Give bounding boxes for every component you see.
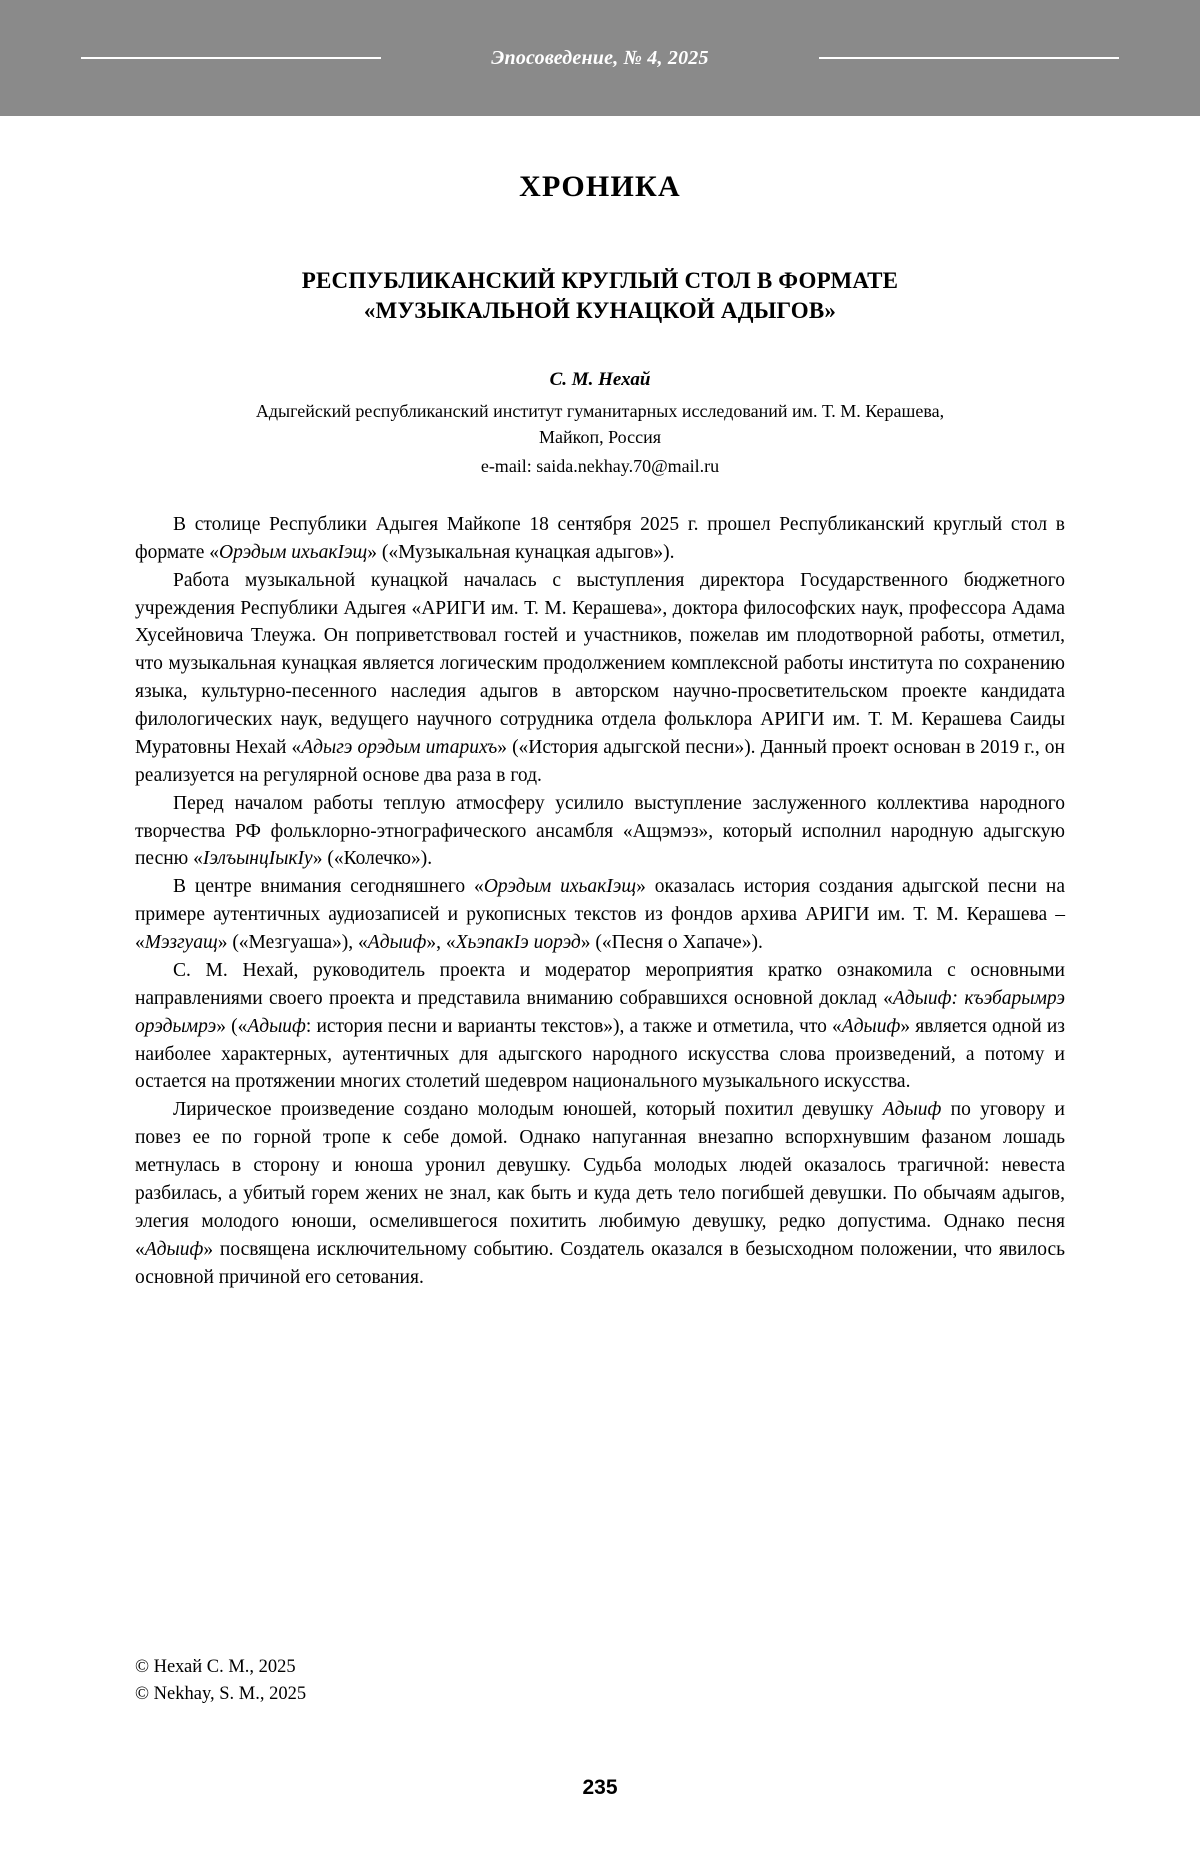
article-title-line-2: «МУЗЫКАЛЬНОЙ КУНАЦКОЙ АДЫГОВ» (363, 298, 837, 324)
header-rule-right (819, 57, 1119, 59)
article-body (135, 511, 1065, 1292)
body-paragraph: Лирическое произведение создано молодым юношей, который похитил девушку Адыиф по уговору и повез ее по горной тропе к себе домой. Однако напуганная внезапно вспорхнувшим фазаном лошадь метнулась в сторону и юноша уронил девушку. Судьба молодых людей оказалось трагичной: невеста разбилась, а убитый горем жених не знал, как быть и куда деть тело погибшей девушки. По обычаям адыгов, элегия молодого юноши, осмелившегося похитить любимую девушку, редко допустима. Однако песня «Адыиф» посвящена исключительному событию. Создатель оказался в безысходном положении, что явилось основной причиной его сетования. (135, 1099, 1065, 1288)
body-paragraph: С. М. Нехай, руководитель проекта и модератор мероприятия кратко ознакомила с основными направлениями своего проекта и представила вниманию собравшихся основной доклад «Адыиф: къэбарымрэ орэдымрэ» («Адыиф: история песни и варианты текстов»), а также и отметила, что «Адыиф» является одной из наиболее характерных, аутентичных для адыгского народного искусства слова произведений, а потому и остается на протяжении многих столетий шедевром национального музыкального искусства. (135, 959, 1066, 1093)
article-author: С. М. Нехай (549, 368, 651, 390)
copyright-ru: © Нехай С. М., 2025 (135, 1657, 296, 1677)
running-header (0, 0, 1200, 116)
body-paragraph: В центре внимания сегодняшнего «Орэдым ихьакIэщ» оказалась история создания адыгской песни на примере аутентичных аудиозаписей и рукописных текстов из фондов архива АРИГИ им. Т. М. Керашева – «Мэзгуащ» («Мезгуаша»), «Адыиф», «ХьэпакIэ иорэд» («Песня о Хапаче»). (135, 876, 1065, 954)
affiliation-line-2: Майкоп, Россия (539, 426, 661, 447)
author-email: e-mail: saida.nekhay.70@mail.ru (480, 455, 720, 476)
author-affiliation (135, 398, 1065, 450)
body-paragraph: Работа музыкальной кунацкой началась с выступления директора Государственного бюджетного учреждения Республики Адыгея «АРИГИ им. Т. М. Керашева», доктора философских наук, профессора Адама Хусейновича Тлеужа. Он поприветствовал гостей и участников, пожелав им плодотворной работы, отметил, что музыкальная кунацкая является логическим продолжением комплексной работы института по сохранению языка, культурно-песенного наследия адыгов в авторском научно-просветительском проекте кандидата филологических наук, ведущего научного сотрудника отдела фольклора АРИГИ им. Т. М. Керашева Саиды Муратовны Нехай «Адыгэ орэдым итарихъ» («История адыгской песни»). Данный проект основан в 2019 г., он реализуется на регулярной основе два раза в год. (135, 569, 1065, 786)
copyright-block (135, 1654, 306, 1708)
article-title (135, 266, 1065, 327)
copyright-en: © Nekhay, S. M., 2025 (135, 1683, 307, 1704)
page-content (0, 116, 1200, 1291)
header-rule-left (81, 57, 381, 59)
running-header-inner (0, 47, 1200, 70)
article-title-line-1: РЕСПУБЛИКАНСКИЙ КРУГЛЫЙ СТОЛ В ФОРМАТЕ (301, 268, 899, 293)
body-paragraph: Перед началом работы теплую атмосферу усилило выступление заслуженного коллектива народного творчества РФ фольклорно-этнографического ансамбля «Ащэмэз», который исполнил народную адыгскую песню «IэлъынцIыкIу» («Колечко»). (135, 792, 1065, 870)
affiliation-line-1: Адыгейский республиканский институт гуманитарных исследований им. Т. М. Керашева, (255, 400, 945, 421)
journal-running-title: Эпосоведение, № 4, 2025 (491, 46, 709, 69)
page-number: 235 (582, 1776, 618, 1799)
body-paragraph: В столице Республики Адыгея Майкопе 18 сентября 2025 г. прошел Республиканский круглый стол в формате «Орэдым ихьакIэщ» («Музыкальная кунацкая адыгов»). (135, 513, 1065, 563)
section-heading: ХРОНИКА (519, 170, 681, 203)
